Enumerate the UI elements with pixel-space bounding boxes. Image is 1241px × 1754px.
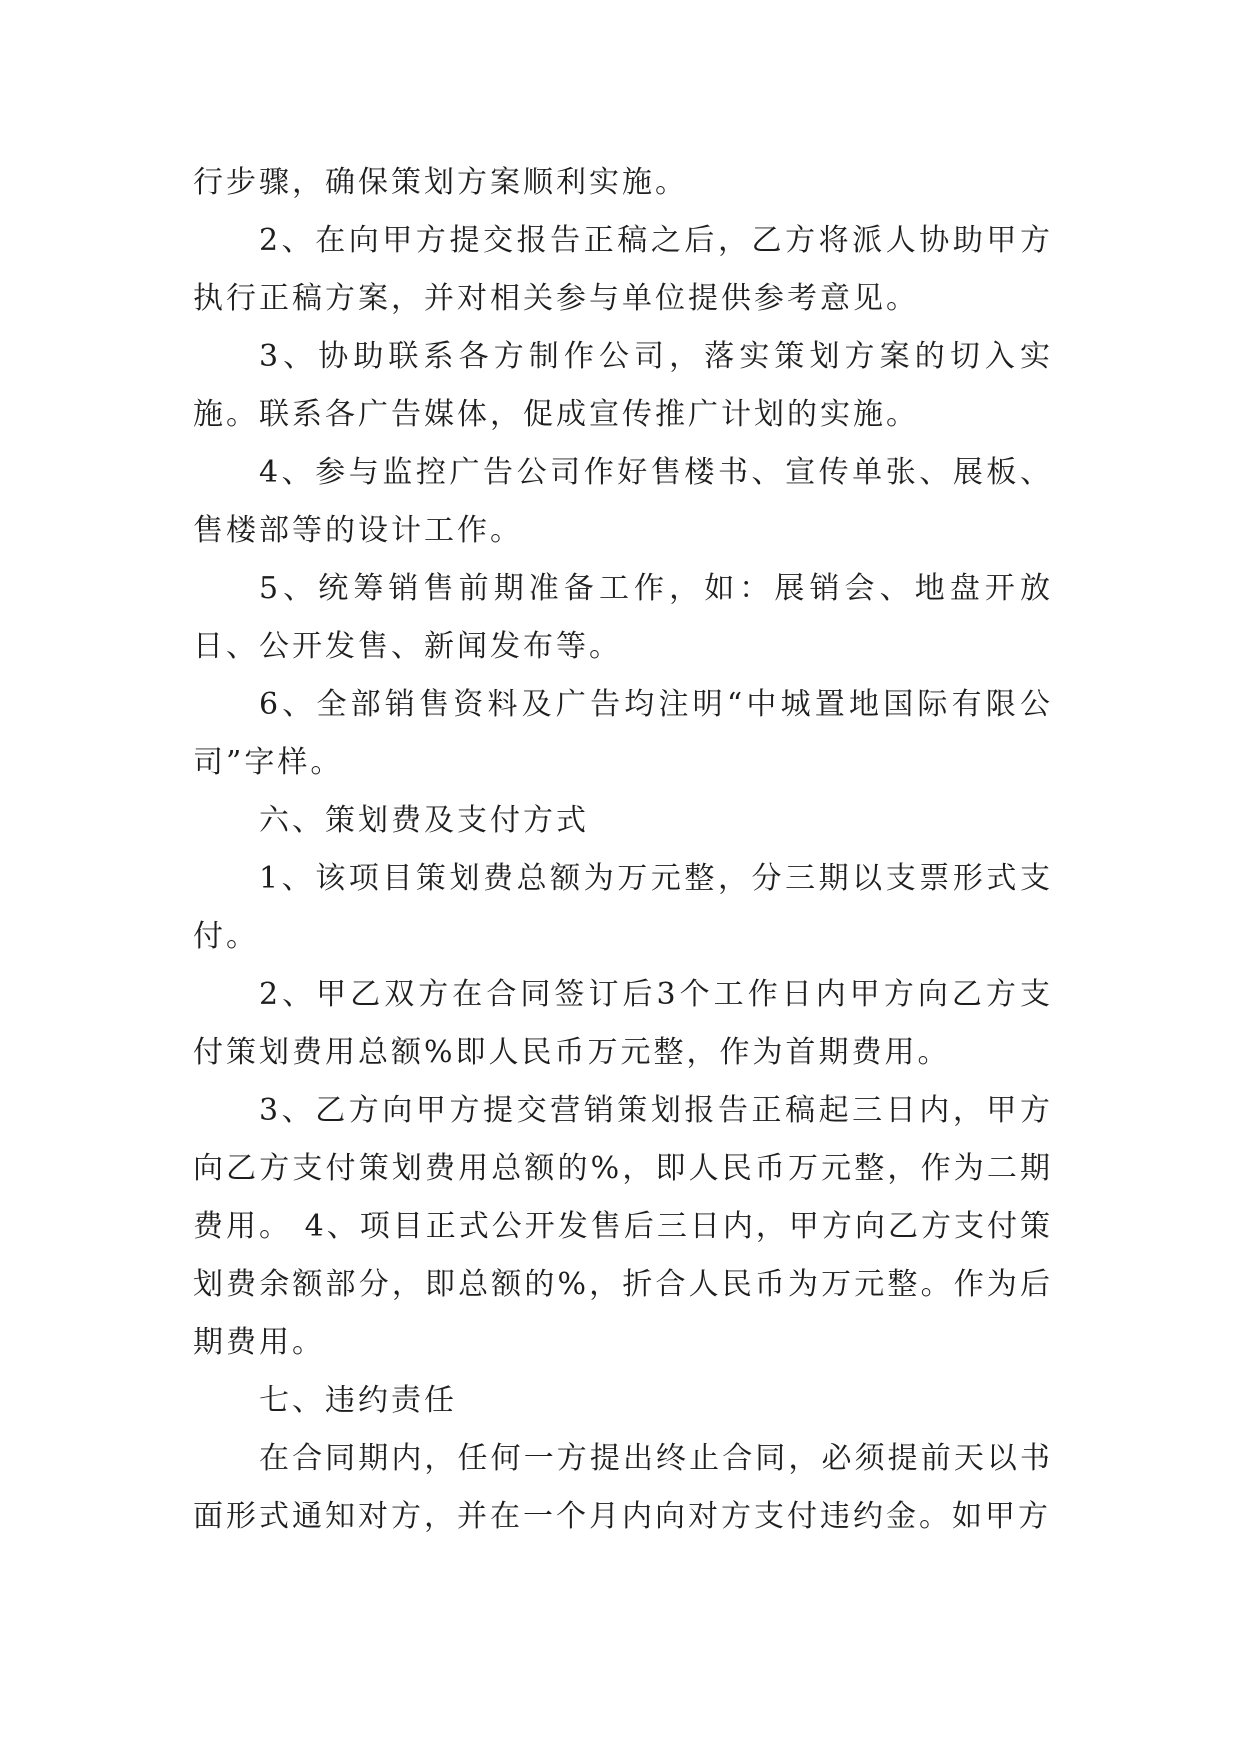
section-heading-fees: 六、策划费及支付方式	[259, 803, 589, 838]
paragraph-3: 3、协助联系各方制作公司，落实策划方案的切入实施。联系各广告媒体，促成宣传推广计划的实施。	[193, 339, 1053, 432]
paragraph-12: 在合同期内，任何一方提出终止合同，必须提前天以书面形式通知对方，并在一个月内向对方支付违约金。如甲方	[193, 1441, 1053, 1534]
paragraph-6: 6、全部销售资料及广告均注明“中城置地国际有限公司”字样。	[193, 687, 1053, 780]
paragraph-9: 2、甲乙双方在合同签订后3个工作日内甲方向乙方支付策划费用总额%即人民币万元整，作为首期费用。	[193, 977, 1053, 1070]
paragraph-8: 1、该项目策划费总额为万元整，分三期以支票形式支付。	[193, 861, 1053, 954]
paragraph-10: 3、乙方向甲方提交营销策划报告正稿起三日内，甲方向乙方支付策划费用总额的%，即人民币万元整，作为二期费用。 4、项目正式公开发售后三日内，甲方向乙方支付策划费余额部分，即总额的%，折合人民币为万元整。作为后期费用。	[193, 1093, 1053, 1360]
paragraph-2: 2、在向甲方提交报告正稿之后，乙方将派人协助甲方执行正稿方案，并对相关参与单位提供参考意见。	[193, 223, 1053, 316]
document-body	[193, 154, 1053, 1546]
paragraph-1: 行步骤，确保策划方案顺利实施。	[193, 165, 688, 200]
section-heading-liability: 七、违约责任	[259, 1383, 457, 1418]
paragraph-4: 4、参与监控广告公司作好售楼书、宣传单张、展板、售楼部等的设计工作。	[193, 455, 1053, 548]
paragraph-5: 5、统筹销售前期准备工作，如：展销会、地盘开放日、公开发售、新闻发布等。	[193, 571, 1053, 664]
